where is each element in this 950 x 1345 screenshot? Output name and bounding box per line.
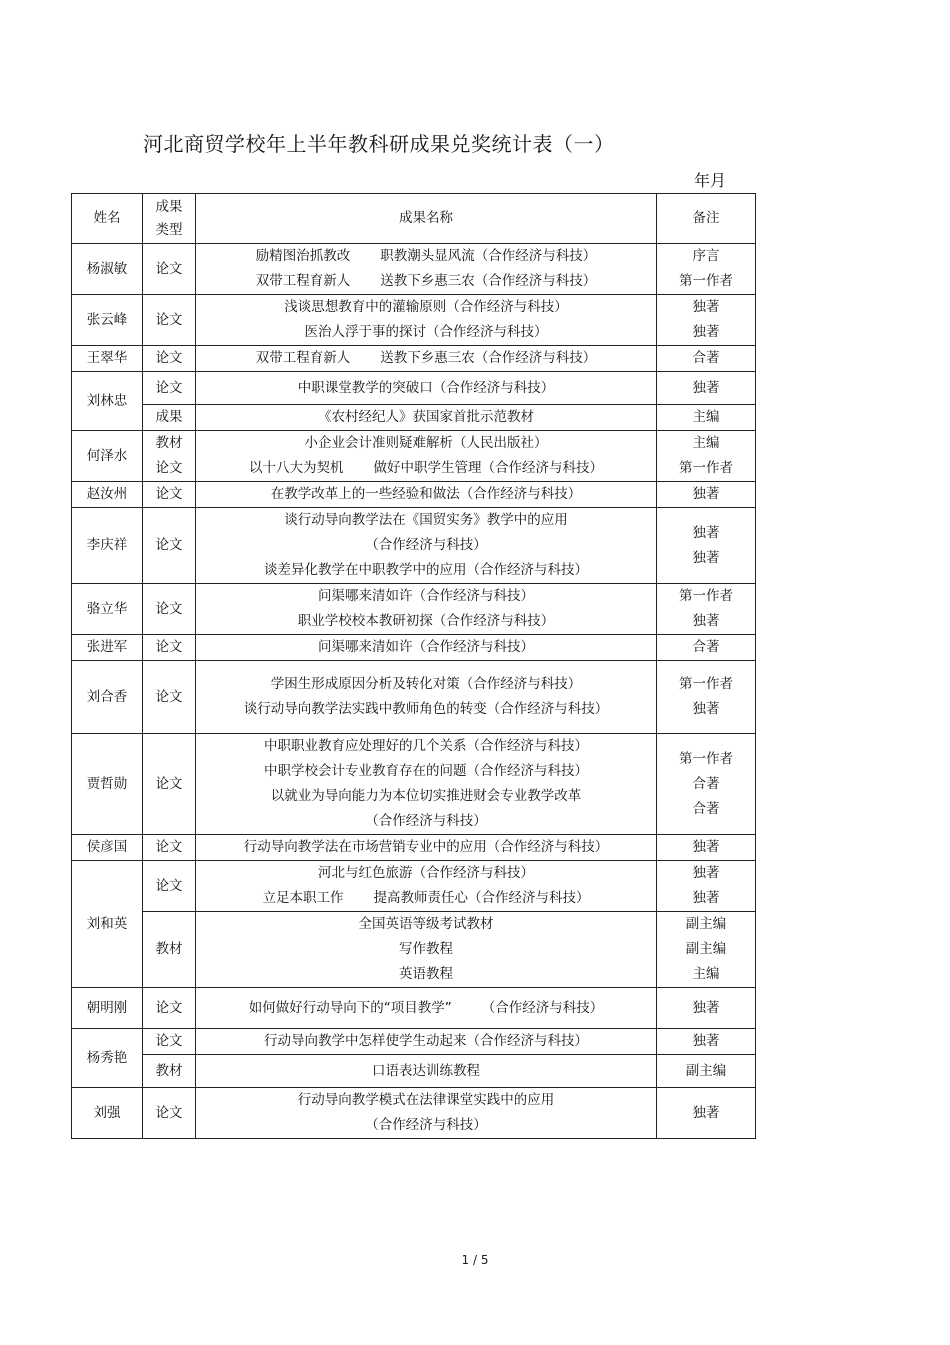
person-name: 朝明刚 [72,988,143,1029]
table-row [72,861,756,912]
achievement-title: 问渠哪来清如许（合作经济与科技） [196,635,657,661]
achievement-title: 浅谈思想教育中的灌输原则（合作经济与科技） 医治人浮于事的探讨（合作经济与科技） [196,295,657,346]
achievement-title: 在教学改革上的一些经验和做法（合作经济与科技） [196,482,657,508]
achievement-type: 论文 [143,508,196,584]
table-row [72,912,756,988]
achievement-type: 论文 [143,734,196,835]
remark: 第一作者 合著 合著 [657,734,756,835]
achievement-title: 小企业会计准则疑难解析（人民出版社） 以十八大为契机 做好中职学生管理（合作经济与科技） [196,431,657,482]
achievement-title: 学困生形成原因分析及转化对策（合作经济与科技） 谈行动导向教学法实践中教师角色的转变（合作经济与科技） [196,661,657,734]
table-row [72,584,756,635]
achievement-type: 教材 论文 [143,431,196,482]
achievement-type: 论文 [143,835,196,861]
achievement-type: 论文 [143,244,196,295]
remark: 独著 独著 [657,508,756,584]
table-row [72,1055,756,1088]
table-row [72,346,756,372]
remark: 主编 第一作者 [657,431,756,482]
person-name: 赵汝州 [72,482,143,508]
achievement-title: 行动导向教学法在市场营销专业中的应用（合作经济与科技） [196,835,657,861]
remark: 合著 [657,635,756,661]
table-row [72,295,756,346]
achievement-type: 成果 [143,405,196,431]
person-name: 杨秀艳 [72,1029,143,1088]
person-name: 张进军 [72,635,143,661]
table-row [72,635,756,661]
achievement-title: 中职职业教育应处理好的几个关系（合作经济与科技） 中职学校会计专业教育存在的问题（合作经济与科技） 以就业为导向能力为本位切实推进财会专业教学改革 （合作经济与科技） [196,734,657,835]
table-row [72,1029,756,1055]
page-number: 1 / 5 [461,1253,489,1267]
table-row [72,508,756,584]
achievement-title: 河北与红色旅游（合作经济与科技） 立足本职工作 提高教师责任心（合作经济与科技） [196,861,657,912]
achievement-type: 论文 [143,635,196,661]
achievement-title: 中职课堂教学的突破口（合作经济与科技） [196,372,657,405]
achievement-type: 教材 [143,912,196,988]
person-name: 侯彦国 [72,835,143,861]
person-name: 何泽水 [72,431,143,482]
header-type: 成果 类型 [143,194,196,244]
achievement-type: 论文 [143,372,196,405]
person-name: 贾哲勋 [72,734,143,835]
achievement-table [71,193,756,1139]
header-remark: 备注 [657,194,756,244]
achievement-title: 全国英语等级考试教材 写作教程 英语教程 [196,912,657,988]
remark: 独著 独著 [657,295,756,346]
achievement-title: 谈行动导向教学法在《国贸实务》教学中的应用 （合作经济与科技） 谈差异化教学在中职教学中的应用（合作经济与科技） [196,508,657,584]
achievement-title: 励精图治抓教改 职教潮头显风流（合作经济与科技） 双带工程育新人 送教下乡惠三农（合作经济与科技） [196,244,657,295]
remark: 主编 [657,405,756,431]
achievement-type: 论文 [143,1029,196,1055]
achievement-title: 双带工程育新人 送教下乡惠三农（合作经济与科技） [196,346,657,372]
table-row [72,372,756,405]
achievement-title: 问渠哪来清如许（合作经济与科技） 职业学校校本教研初探（合作经济与科技） [196,584,657,635]
achievement-title: 口语表达训练教程 [196,1055,657,1088]
remark: 副主编 副主编 主编 [657,912,756,988]
table-row [72,244,756,295]
remark: 独著 [657,372,756,405]
remark: 副主编 [657,1055,756,1088]
achievement-type: 教材 [143,1055,196,1088]
achievement-type: 论文 [143,295,196,346]
remark: 独著 [657,988,756,1029]
table-row [72,988,756,1029]
table-row [72,405,756,431]
remark: 独著 [657,835,756,861]
table-row [72,431,756,482]
achievement-type: 论文 [143,346,196,372]
achievement-title: 《农村经纪人》获国家首批示范教材 [196,405,657,431]
remark: 独著 [657,482,756,508]
person-name: 骆立华 [72,584,143,635]
table-row [72,661,756,734]
achievement-type: 论文 [143,861,196,912]
person-name: 刘林忠 [72,372,143,431]
table-row [72,734,756,835]
achievement-title: 行动导向教学中怎样使学生动起来（合作经济与科技） [196,1029,657,1055]
header-name: 姓名 [72,194,143,244]
person-name: 李庆祥 [72,508,143,584]
achievement-type: 论文 [143,584,196,635]
table-row [72,835,756,861]
remark: 独著 [657,1029,756,1055]
remark: 第一作者 独著 [657,661,756,734]
person-name: 刘强 [72,1088,143,1139]
achievement-type: 论文 [143,661,196,734]
table-header-row [72,194,756,244]
person-name: 刘和英 [72,861,143,988]
table-row [72,482,756,508]
table-row [72,1088,756,1139]
achievement-title: 如何做好行动导向下的“项目教学” （合作经济与科技） [196,988,657,1029]
person-name: 张云峰 [72,295,143,346]
achievement-type: 论文 [143,988,196,1029]
date-label: 年月 [694,171,727,190]
achievement-title: 行动导向教学模式在法律课堂实践中的应用 （合作经济与科技） [196,1088,657,1139]
achievement-type: 论文 [143,482,196,508]
person-name: 王翠华 [72,346,143,372]
document-title: 河北商贸学校年上半年教科研成果兑奖统计表（一） [143,132,615,156]
header-achievement: 成果名称 [196,194,657,244]
remark: 序言 第一作者 [657,244,756,295]
remark: 独著 独著 [657,861,756,912]
person-name: 杨淑敏 [72,244,143,295]
remark: 第一作者 独著 [657,584,756,635]
remark: 合著 [657,346,756,372]
remark: 独著 [657,1088,756,1139]
achievement-type: 论文 [143,1088,196,1139]
person-name: 刘合香 [72,661,143,734]
